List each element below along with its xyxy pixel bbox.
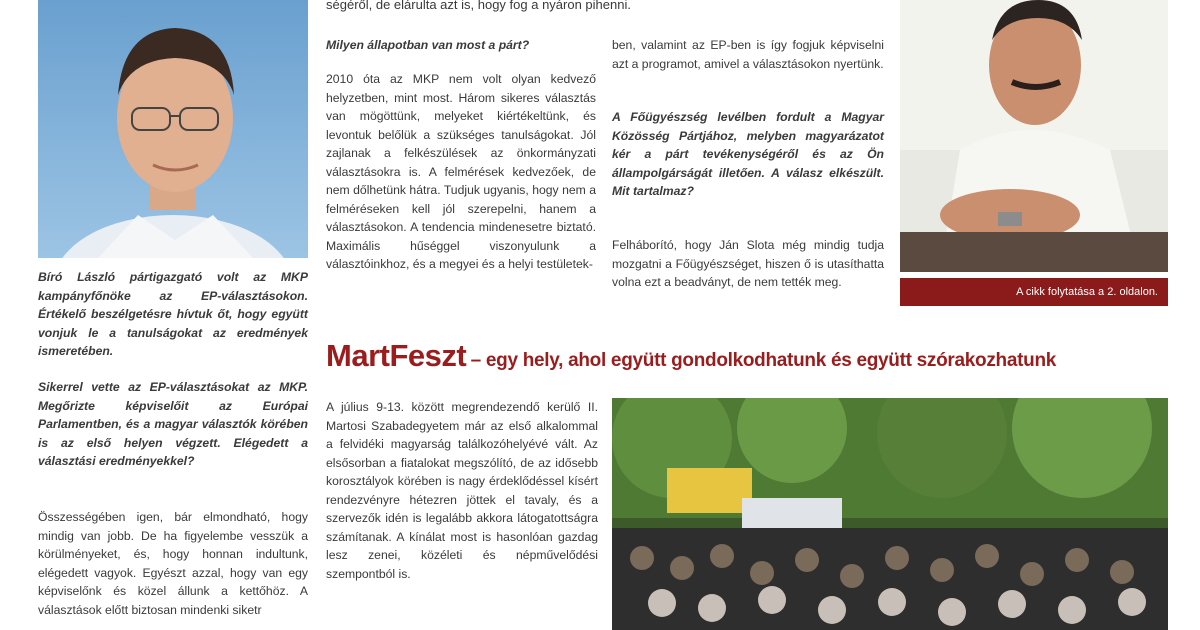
left-answer: Összességében igen, bár elmondható, hogy mindig van jobb. De ha figyelembe vesszük a körülményeket, és, hogy honnan indultunk, elégedett vagyok. Egyészt azzal, hogy van egy képviselőnk és közel állunk a kettőhöz. A választások előtt biztosan mindenki siketr bbox=[38, 510, 308, 617]
middle-answer-1: 2010 óta az MKP nem volt olyan kedvező helyzetben, mint most. Három sikeres választás van mögöttünk, melyeket kiértékeltünk, és levontuk belőlük a szükséges tanulságokat. Jól zajlanak a felkészülések az önkormányzati választásokra is. A felmérések kedvezőek, de nem dőlhetünk hátra. Tudjuk ugyanis, hogy nem a felméréseken kell jól szerepelni, hanem a választásokon. A tendencia mindenesetre biztató. Maximális hűséggel viszonyulunk a választóinkhoz, és a megyei és a helyi testületek- bbox=[326, 72, 596, 271]
middle-question-2: A Főügyészség levélben fordult a Magyar Közösség Pártjához, melyben magyarázatot kér a párt tevékenységéről és az Ön állampolgárságát illetően. A válasz elkészült. Mit tartalmaz? bbox=[612, 110, 884, 198]
portrait-caption: Bíró László pártigazgató volt az MKP kampányfőnöke az EP-választásokon. Értékelő beszélgetésre hívtuk őt, hogy együtt vonjuk le a tanulságokat az eredmények ismeretében. bbox=[38, 270, 308, 358]
continuation-caption-bar bbox=[900, 278, 1168, 306]
festival-photo bbox=[612, 398, 1168, 630]
middle-answer-2b: Felháborító, hogy Ján Slota még mindig tudja mozgatni a Főügyészséget, hiszen ő is utasíthatta volna ezt a beadványt, de nem tették meg. bbox=[612, 238, 884, 289]
portrait-photo-biro bbox=[38, 0, 308, 258]
festival-text: A július 9-13. között megrendezendő kerülő II. Martosi Szabadegyetem már az első alkalommal a felvidéki magyarság találkozóhelyévé vált. Az elsősorban a fiatalokat megszólító, de az idősebb korosztályok körében is nagy érdeklődéssel kísért rendezvényre hétezren jöttek el tavaly, és a szervezők idén is legalább akkora látogatottságra számítanak. A kínálat most is hasonlóan gazdag lesz zenei, közéleti és népművelődési szempontból is. bbox=[326, 400, 598, 581]
festival-headline bbox=[326, 338, 1176, 374]
continuation-caption: A cikk folytatása a 2. oldalon. bbox=[1016, 286, 1158, 298]
festival-headline-sub: – egy hely, ahol együtt gondolkodhatunk és együtt szórakozhatunk bbox=[470, 350, 1057, 371]
politician-illustration bbox=[900, 0, 1168, 272]
portrait-illustration bbox=[38, 0, 308, 258]
left-question: Sikerrel vette az EP-választásokat az MKP. Megőrizte képviselőit az Európai Parlamentben, és a magyar választók körében is az első helyen végzett. Elégedett a választási eredményekkel? bbox=[38, 380, 308, 468]
intro-line: ségéről, de elárulta azt is, hogy fog a nyáron pihenni. bbox=[326, 0, 631, 12]
middle-answer-2a: ben, valamint az EP-ben is így fogjuk képviselni azt a programot, amivel a választásokon nyertünk. bbox=[612, 38, 884, 71]
middle-question-1: Milyen állapotban van most a párt? bbox=[326, 38, 530, 52]
festival-headline-main: MartFeszt bbox=[326, 338, 467, 373]
festival-illustration bbox=[612, 398, 1168, 630]
politician-photo bbox=[900, 0, 1168, 272]
